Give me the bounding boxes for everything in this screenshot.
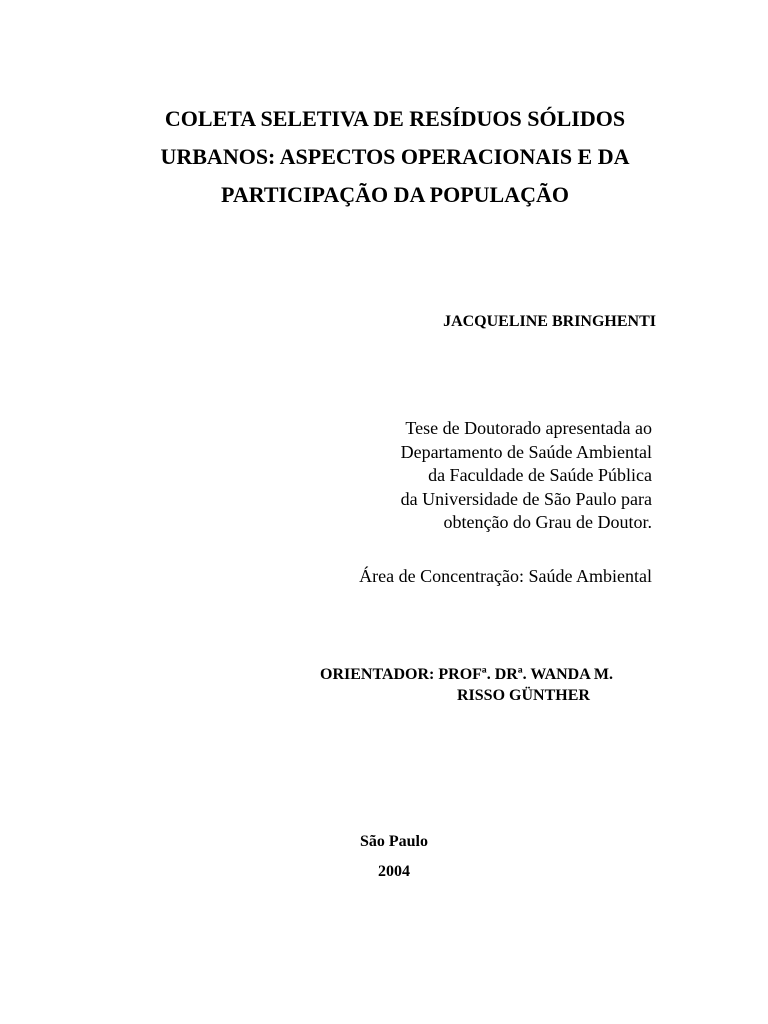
year: 2004 [378, 863, 410, 880]
title-line-1: COLETA SELETIVA DE RESÍDUOS SÓLIDOS [164, 106, 626, 131]
author-name: JACQUELINE BRINGHENTI [443, 313, 656, 330]
thesis-line-3: da Faculdade de Saúde Pública [428, 465, 652, 485]
advisor-line-1: ORIENTADOR: PROFª. DRª. WANDA M. [320, 666, 613, 683]
thesis-line-2: Departamento de Saúde Ambiental [400, 441, 652, 462]
title-line-2: URBANOS: ASPECTOS OPERACIONAIS E DA [160, 144, 630, 169]
title-line-3: PARTICIPAÇÃO DA POPULAÇÃO [221, 182, 569, 207]
thesis-line-4: da Universidade de São Paulo para [400, 488, 652, 509]
document-title [0, 100, 768, 214]
thesis-line-1: Tese de Doutorado apresentada ao [405, 418, 652, 438]
advisor-line-2: RISSO GÜNTHER [457, 687, 590, 704]
city: São Paulo [359, 833, 428, 850]
thesis-line-5: obtenção do Grau de Doutor. [443, 512, 652, 532]
advisor-block [320, 664, 613, 706]
concentration-area: Área de Concentração: Saúde Ambiental [359, 566, 652, 586]
place-and-date [0, 827, 768, 887]
thesis-description [401, 417, 652, 535]
